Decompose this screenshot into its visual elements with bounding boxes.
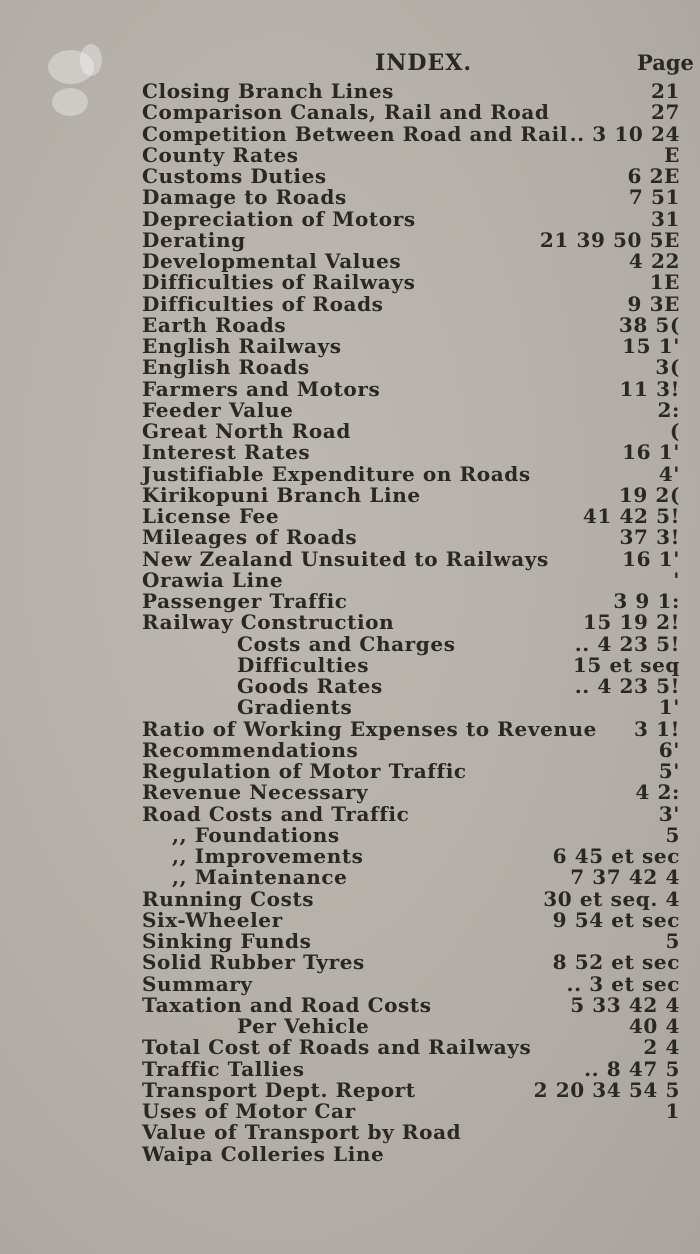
index-entry-pages: 5 <box>665 822 680 847</box>
index-entry-label: Damage to Roads <box>142 185 347 210</box>
index-entry-label: Difficulties of Roads <box>142 291 384 316</box>
index-entry-pages: 37 3! <box>619 525 680 550</box>
index-entry-label: Justifiable Expenditure on Roads <box>142 461 531 486</box>
index-entry <box>142 81 692 102</box>
index-entry <box>142 142 692 167</box>
index-entry <box>142 442 692 463</box>
index-entry <box>142 1016 692 1037</box>
index-entry <box>142 187 692 208</box>
index-entry-pages: 30 et seq. 4 <box>543 886 680 911</box>
index-entry <box>142 1077 692 1102</box>
index-entry-pages: 1' <box>658 695 680 720</box>
index-entry-pages: 15 et seq <box>572 652 680 677</box>
index-entry-label: Traffic Tallies <box>142 1056 305 1081</box>
index-entry <box>142 697 692 718</box>
index-entry-pages: 9 3E <box>627 291 680 316</box>
index-entry-pages: .. 3 10 24 <box>569 121 680 146</box>
index-entry-label: Closing Branch Lines <box>142 79 395 103</box>
index-entry-label: Summary <box>142 971 253 996</box>
index-entry-label: Value of Transport by Road <box>142 1120 462 1145</box>
index-entry-pages: 8 52 et sec <box>552 950 680 975</box>
index-entry <box>142 952 692 973</box>
index-entry <box>142 166 692 187</box>
index-entry-pages: 15 19 2! <box>582 610 680 635</box>
index-heading: INDEX. <box>375 50 472 76</box>
index-entry <box>142 716 692 741</box>
index-entry <box>142 527 692 548</box>
index-entry-pages: 40 4 <box>628 1014 680 1038</box>
paper-stain <box>52 88 88 116</box>
index-entry-pages: 27 <box>650 100 680 125</box>
index-entry <box>142 312 692 337</box>
index-entry-pages: 1 <box>665 1099 680 1123</box>
index-entry-label: Revenue Necessary <box>142 780 369 805</box>
index-entry-label: ,, Improvements <box>172 844 364 868</box>
index-entry-label: Taxation and Road Costs <box>142 992 432 1017</box>
index-entry-label: Uses of Motor Car <box>142 1099 356 1123</box>
index-entry-pages: 16 1' <box>622 546 680 571</box>
index-entry <box>142 482 692 507</box>
page-column-heading: Page <box>637 50 694 75</box>
index-entry <box>142 591 692 612</box>
index-entry <box>142 867 692 888</box>
index-entry-pages: 21 <box>650 79 680 103</box>
index-entry-label: Ratio of Working Expenses to Revenue <box>142 716 597 741</box>
index-entry <box>142 227 692 252</box>
paper-stain <box>80 44 102 76</box>
index-entry <box>142 421 692 442</box>
index-entry-pages: 3 1! <box>634 716 680 741</box>
index-entry-pages: 5' <box>658 759 680 783</box>
index-entry-pages: 11 3! <box>619 376 680 401</box>
index-entry-pages: 6 2E <box>627 164 680 188</box>
index-entry-label: County Rates <box>142 142 299 167</box>
index-entry-label: Running Costs <box>142 886 315 911</box>
index-entry-pages: E <box>664 142 680 167</box>
index-entry-label: Road Costs and Traffic <box>142 801 410 826</box>
index-entry-pages: 38 5( <box>618 312 680 337</box>
index-entry <box>142 886 692 911</box>
index-entry <box>142 1037 692 1058</box>
index-entry-label: Total Cost of Roads and Railways <box>142 1035 532 1060</box>
index-entry-label: ,, Foundations <box>172 822 340 847</box>
index-entry-pages: 7 37 42 4 <box>570 865 680 890</box>
index-entry-label: Goods Rates <box>237 674 383 698</box>
index-entry-pages: 6 45 et sec <box>552 844 680 868</box>
index-entry-pages: 2: <box>657 397 680 422</box>
index-entry-pages: 2 20 34 54 5 <box>533 1077 680 1102</box>
index-entry <box>142 971 692 996</box>
index-entry-label: Difficulties of Railways <box>142 270 416 295</box>
index-entry <box>142 397 692 422</box>
index-entry-label: Solid Rubber Tyres <box>142 950 365 975</box>
index-entry <box>142 1056 692 1081</box>
index-entry-label: English Roads <box>142 355 310 380</box>
index-entry-label: Feeder Value <box>142 397 294 422</box>
index-entry-list <box>142 81 692 1165</box>
index-entry-label: New Zealand Unsuited to Railways <box>142 546 549 571</box>
index-entry-pages: 15 1' <box>622 334 680 358</box>
index-entry <box>142 506 692 527</box>
index-entry-label: Difficulties <box>237 652 370 677</box>
index-entry <box>142 461 692 486</box>
index-entry-pages: 21 39 50 5E <box>539 227 680 252</box>
index-entry-pages: 4' <box>658 461 680 486</box>
index-entry <box>142 846 692 867</box>
index-entry-label: Kirikopuni Branch Line <box>142 482 421 507</box>
index-entry-pages: 6' <box>658 737 680 762</box>
index-entry-pages: .. 3 et sec <box>566 971 680 996</box>
index-entry-label: Interest Rates <box>142 440 311 465</box>
index-entry-label: ,, Maintenance <box>172 865 348 890</box>
index-entry-label: Competition Between Road and Rail <box>142 121 569 146</box>
index-entry-pages: 1E <box>649 270 680 295</box>
index-entry-label: Recommendations <box>142 737 359 762</box>
index-entry <box>142 631 692 656</box>
index-entry-pages: .. 4 23 5! <box>574 674 680 698</box>
index-entry-label: Orawia Line <box>142 567 284 592</box>
index-entry-label: Gradients <box>237 695 353 720</box>
index-entry-label: Customs Duties <box>142 164 327 188</box>
index-entry <box>142 782 692 803</box>
index-entry-pages: 4 22 <box>628 249 680 273</box>
index-entry <box>142 1141 692 1166</box>
index-entry-pages: .. 8 47 5 <box>584 1056 680 1081</box>
index-entry-label: English Railways <box>142 334 342 358</box>
index-entry-label: Depreciation of Motors <box>142 206 416 231</box>
index-entry <box>142 992 692 1017</box>
index-entry <box>142 761 692 782</box>
index-entry-pages: 3 9 1: <box>613 589 680 613</box>
index-entry <box>142 907 692 932</box>
index-entry-pages: 4 2: <box>635 780 680 805</box>
index-entry-label: Earth Roads <box>142 312 287 337</box>
index-entry <box>142 931 692 952</box>
index-entry-label: Mileages of Roads <box>142 525 358 550</box>
index-entry <box>142 357 692 378</box>
index-entry <box>142 291 692 316</box>
index-entry <box>142 567 692 592</box>
index-entry-pages: .. 4 23 5! <box>574 631 680 656</box>
index-entry-pages: 3( <box>655 355 680 380</box>
index-entry-pages: 2 4 <box>643 1035 680 1060</box>
index-entry-label: License Fee <box>142 504 280 528</box>
index-entry <box>142 376 692 401</box>
index-entry <box>142 801 692 826</box>
index-entry-pages: 16 1' <box>622 440 680 465</box>
index-entry-pages: 9 54 et sec <box>552 907 680 932</box>
index-entry-pages: 31 <box>650 206 680 231</box>
index-entry-label: Sinking Funds <box>142 929 312 953</box>
index-entry <box>142 822 692 847</box>
index-entry-pages: 5 33 42 4 <box>570 992 680 1017</box>
index-entry <box>142 102 692 123</box>
index-entry-label: Waipa Colleries Line <box>142 1141 385 1166</box>
index-entry-label: Passenger Traffic <box>142 589 348 613</box>
index-entry <box>142 737 692 762</box>
index-entry <box>142 612 692 633</box>
index-entry <box>142 251 692 272</box>
index-entry-label: Comparison Canals, Rail and Road <box>142 100 550 125</box>
index-entry <box>142 272 692 293</box>
index-entry-label: Regulation of Motor Traffic <box>142 759 467 783</box>
index-entry-pages: 7 51 <box>628 185 680 210</box>
index-entry-pages: 3' <box>658 801 680 826</box>
index-entry-label: Railway Construction <box>142 610 395 635</box>
index-entry-label: Great North Road <box>142 419 351 443</box>
index-entry-pages: 5 <box>665 929 680 953</box>
index-entry-label: Six-Wheeler <box>142 907 283 932</box>
index-entry-label: Costs and Charges <box>237 631 456 656</box>
index-entry <box>142 1122 692 1143</box>
index-entry <box>142 676 692 697</box>
index-entry <box>142 546 692 571</box>
index-entry-label: Transport Dept. Report <box>142 1077 416 1102</box>
index-entry-pages: ( <box>669 419 680 443</box>
index-entry-label: Derating <box>142 227 246 252</box>
index-entry-pages: 41 42 5! <box>582 504 680 528</box>
index-entry-pages: ' <box>673 567 680 592</box>
index-entry <box>142 206 692 231</box>
index-entry-label: Developmental Values <box>142 249 402 273</box>
index-entry <box>142 1101 692 1122</box>
index-entry <box>142 652 692 677</box>
index-entry <box>142 121 692 146</box>
index-entry-pages: 19 2( <box>618 482 680 507</box>
index-entry <box>142 336 692 357</box>
index-entry-label: Per Vehicle <box>237 1014 370 1038</box>
index-entry-label: Farmers and Motors <box>142 376 381 401</box>
